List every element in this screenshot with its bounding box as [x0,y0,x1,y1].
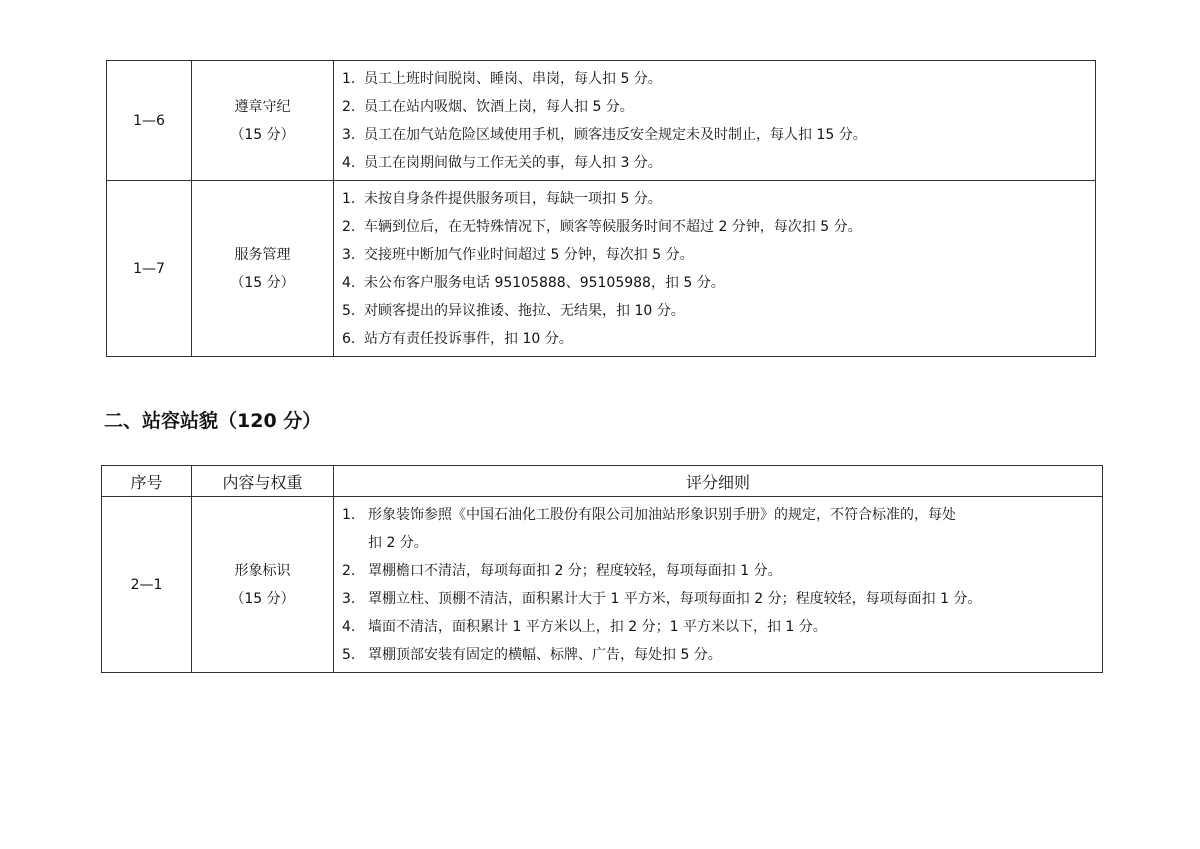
scoring-table-2 [101,465,1103,673]
rule-continuation: 扣 2 分。 [368,535,428,551]
rule-number: 1. [342,507,356,523]
category-cell [192,181,334,357]
rule-number: 1. [342,71,356,87]
category-name: 遵章守纪 [234,98,291,115]
rules-cell [334,61,1096,181]
rule-text: 员工在岗期间做与工作无关的事，每人扣 3 分。 [364,155,662,171]
rule-text: 罩棚檐口不清洁，每项每面扣 2 分；程度较轻，每项每面扣 1 分。 [368,563,782,579]
rule-item [342,65,1095,93]
table-row [102,497,1103,673]
rule-item [342,613,1102,641]
rules-cell [334,181,1096,357]
rule-text: 交接班中断加气作业时间超过 5 分钟，每次扣 5 分。 [364,247,694,263]
rule-text: 员工在站内吸烟、饮酒上岗，每人扣 5 分。 [364,99,634,115]
rule-text: 墙面不清洁，面积累计 1 平方米以上，扣 2 分；1 平方米以下，扣 1 分。 [368,619,827,635]
rule-text: 罩棚立柱、顶棚不清洁，面积累计大于 1 平方米，每项每面扣 2 分；程度较轻，每项每面扣 1 分。 [368,591,982,607]
rule-item [342,297,1095,325]
rule-text: 罩棚顶部安装有固定的横幅、标牌、广告，每处扣 5 分。 [368,647,722,663]
rule-number: 2. [342,563,356,579]
rule-item [342,585,1102,613]
rule-item [342,641,1102,669]
rule-number: 2. [342,219,356,235]
rule-number: 5. [342,647,356,663]
rule-text: 员工在加气站危险区域使用手机，顾客违反安全规定未及时制止，每人扣 15 分。 [364,127,867,143]
rule-number: 2. [342,99,356,115]
rule-item [342,557,1102,585]
row-number: 2—1 [102,497,192,673]
rule-item [342,213,1095,241]
rule-item [342,269,1095,297]
rules-cell [334,497,1103,673]
header-number: 序号 [102,466,192,497]
rule-item [342,325,1095,353]
table-row [107,61,1096,181]
rule-number: 5. [342,303,356,319]
table-row [107,181,1096,357]
category-name: 服务管理 [234,246,291,263]
rule-number: 4. [342,155,356,171]
category-cell [192,61,334,181]
rule-number: 6. [342,331,356,347]
category-score: （15 分） [230,590,295,607]
table-header-row [102,466,1103,497]
rule-item [342,93,1095,121]
rule-item [342,149,1095,177]
header-rules: 评分细则 [334,466,1103,497]
scoring-table-1 [106,60,1096,357]
category-name: 形象标识 [234,562,291,579]
category-cell [192,497,334,673]
rule-text: 未公布客户服务电话 95105888、95105988，扣 5 分。 [364,275,725,291]
rule-item [342,121,1095,149]
header-content-weight: 内容与权重 [192,466,334,497]
category-score: （15 分） [230,126,295,143]
rule-item [342,185,1095,213]
row-number: 1—6 [107,61,192,181]
rule-number: 3. [342,247,356,263]
rule-item [342,241,1095,269]
rule-number: 3. [342,127,356,143]
rule-item [342,501,1102,529]
rule-text: 形象装饰参照《中国石油化工股份有限公司加油站形象识别手册》的规定，不符合标准的，每处 [368,507,956,523]
rule-number: 4. [342,619,356,635]
rule-text: 对顾客提出的异议推诿、拖拉、无结果，扣 10 分。 [364,303,685,319]
row-number: 1—7 [107,181,192,357]
rule-text: 未按自身条件提供服务项目，每缺一项扣 5 分。 [364,191,662,207]
rule-number: 4. [342,275,356,291]
rule-number: 3. [342,591,356,607]
rule-text: 站方有责任投诉事件，扣 10 分。 [364,331,573,347]
category-score: （15 分） [230,274,295,291]
rule-text: 员工上班时间脱岗、睡岗、串岗，每人扣 5 分。 [364,71,662,87]
section-heading: 二、站容站貌（120 分） [104,410,322,432]
rule-text: 车辆到位后，在无特殊情况下，顾客等候服务时间不超过 2 分钟，每次扣 5 分。 [364,219,862,235]
rule-number: 1. [342,191,356,207]
